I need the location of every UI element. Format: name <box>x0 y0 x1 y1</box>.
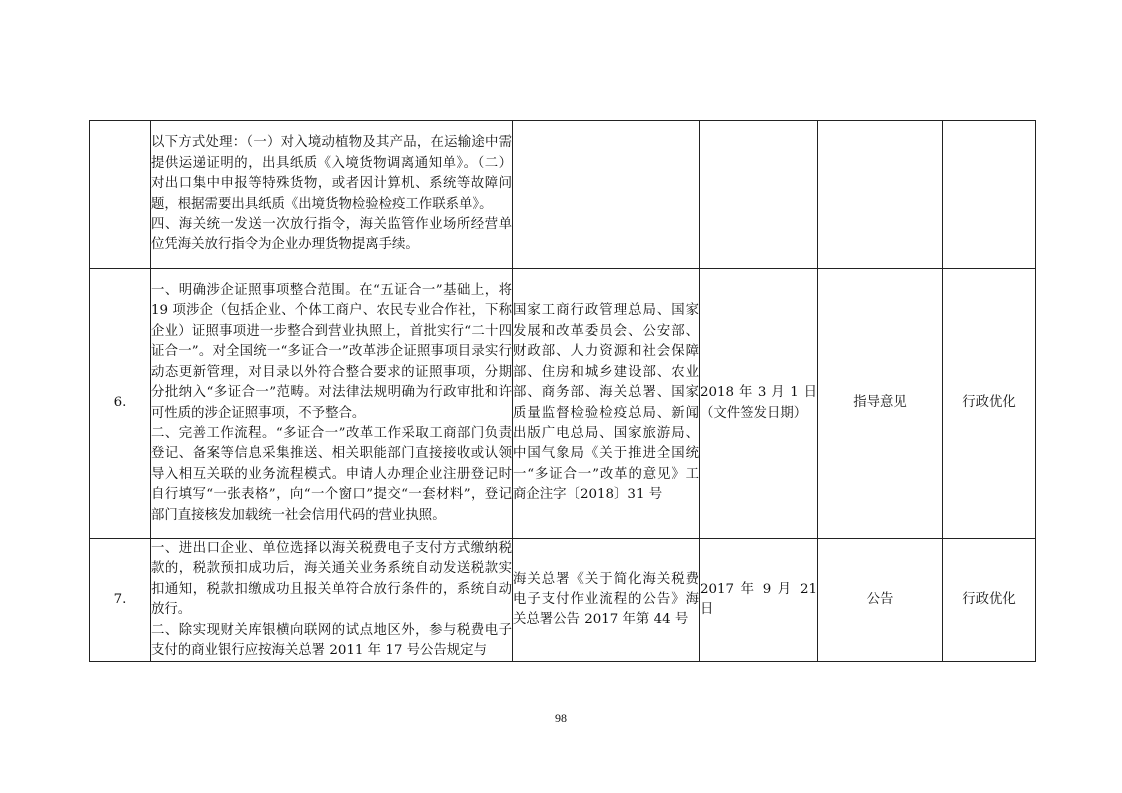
basis-cell: 海关总署《关于简化海关税费电子支付作业流程的公告》海关总署公告 2017 年第 44 号 <box>513 539 700 662</box>
content-paragraph: 一、明确涉企证照事项整合范围。在“五证合一”基础上，将 19 项涉企（包括企业、个体工商户、农民专业合作社，下称企业）证照事项进一步整合到营业执照上，首批实行“二十四证合一”。对全国统一“多证合一”改革涉企证照事项目录实行动态更新管理，对目录以外符合整合要求的证照事项，分期分批纳入“多证合一”范畴。对法律法规明确为行政审批和许可性质的涉企证照事项，不予整合。 <box>151 283 512 421</box>
row-number-cell: 6. <box>90 269 151 539</box>
type-cell: 指导意见 <box>818 269 943 539</box>
basis-cell <box>513 121 700 269</box>
content-paragraph: 二、完善工作流程。“多证合一”改革工作采取工商部门负责登记、备案等信息采集推送、相关职能部门直接接收或认领导入相互关联的业务流程模式。申请人办理企业注册登记时自行填写“一张表格”，向“一个窗口”提交“一套材料”，登记部门直接核发加载统一社会信用代码的营业执照。 <box>151 425 512 523</box>
content-cell <box>151 539 513 662</box>
type-cell <box>818 121 943 269</box>
category-cell: 行政优化 <box>943 269 1036 539</box>
date-cell <box>700 121 818 269</box>
content-paragraph: 一、进出口企业、单位选择以海关税费电子支付方式缴纳税款的，税款预扣成功后，海关通关业务系统自动发送税款实扣通知，税款扣缴成功且报关单符合放行条件的，系统自动放行。 <box>151 541 512 618</box>
date-cell: 2017 年 9 月 21 日 <box>700 539 818 662</box>
content-cell <box>151 269 513 539</box>
table-row <box>90 121 1036 269</box>
row-number-cell <box>90 121 151 269</box>
content-cell <box>151 121 513 269</box>
table-row <box>90 269 1036 539</box>
content-paragraph: 以下方式处理：（一）对入境动植物及其产品，在运输途中需提供运递证明的，出具纸质《入境货物调离通知单》。（二）对出口集中申报等特殊货物，或者因计算机、系统等故障问题，根据需要出具纸质《出境货物检验检疫工作联系单》。 <box>151 135 512 212</box>
policy-table <box>89 120 1036 662</box>
category-cell: 行政优化 <box>943 539 1036 662</box>
basis-cell: 国家工商行政管理总局、国家发展和改革委员会、公安部、财政部、人力资源和社会保障部、住房和城乡建设部、农业部、商务部、海关总署、国家质量监督检验检疫总局、新闻出版广电总局、国家旅游局、中国气象局《关于推进全国统一“多证合一”改革的意见》工商企注字〔2018〕31 号 <box>513 269 700 539</box>
category-cell <box>943 121 1036 269</box>
row-number-cell: 7. <box>90 539 151 662</box>
date-cell: 2018 年 3 月 1 日（文件签发日期） <box>700 269 818 539</box>
page-number: 98 <box>555 711 567 725</box>
table-row <box>90 539 1036 662</box>
content-paragraph: 四、海关统一发送一次放行指令，海关监管作业场所经营单位凭海关放行指令为企业办理货物提离手续。 <box>151 216 512 253</box>
type-cell: 公告 <box>818 539 943 662</box>
content-paragraph: 二、除实现财关库银横向联网的试点地区外，参与税费电子支付的商业银行应按海关总署 2011 年 17 号公告规定与 <box>151 622 512 659</box>
